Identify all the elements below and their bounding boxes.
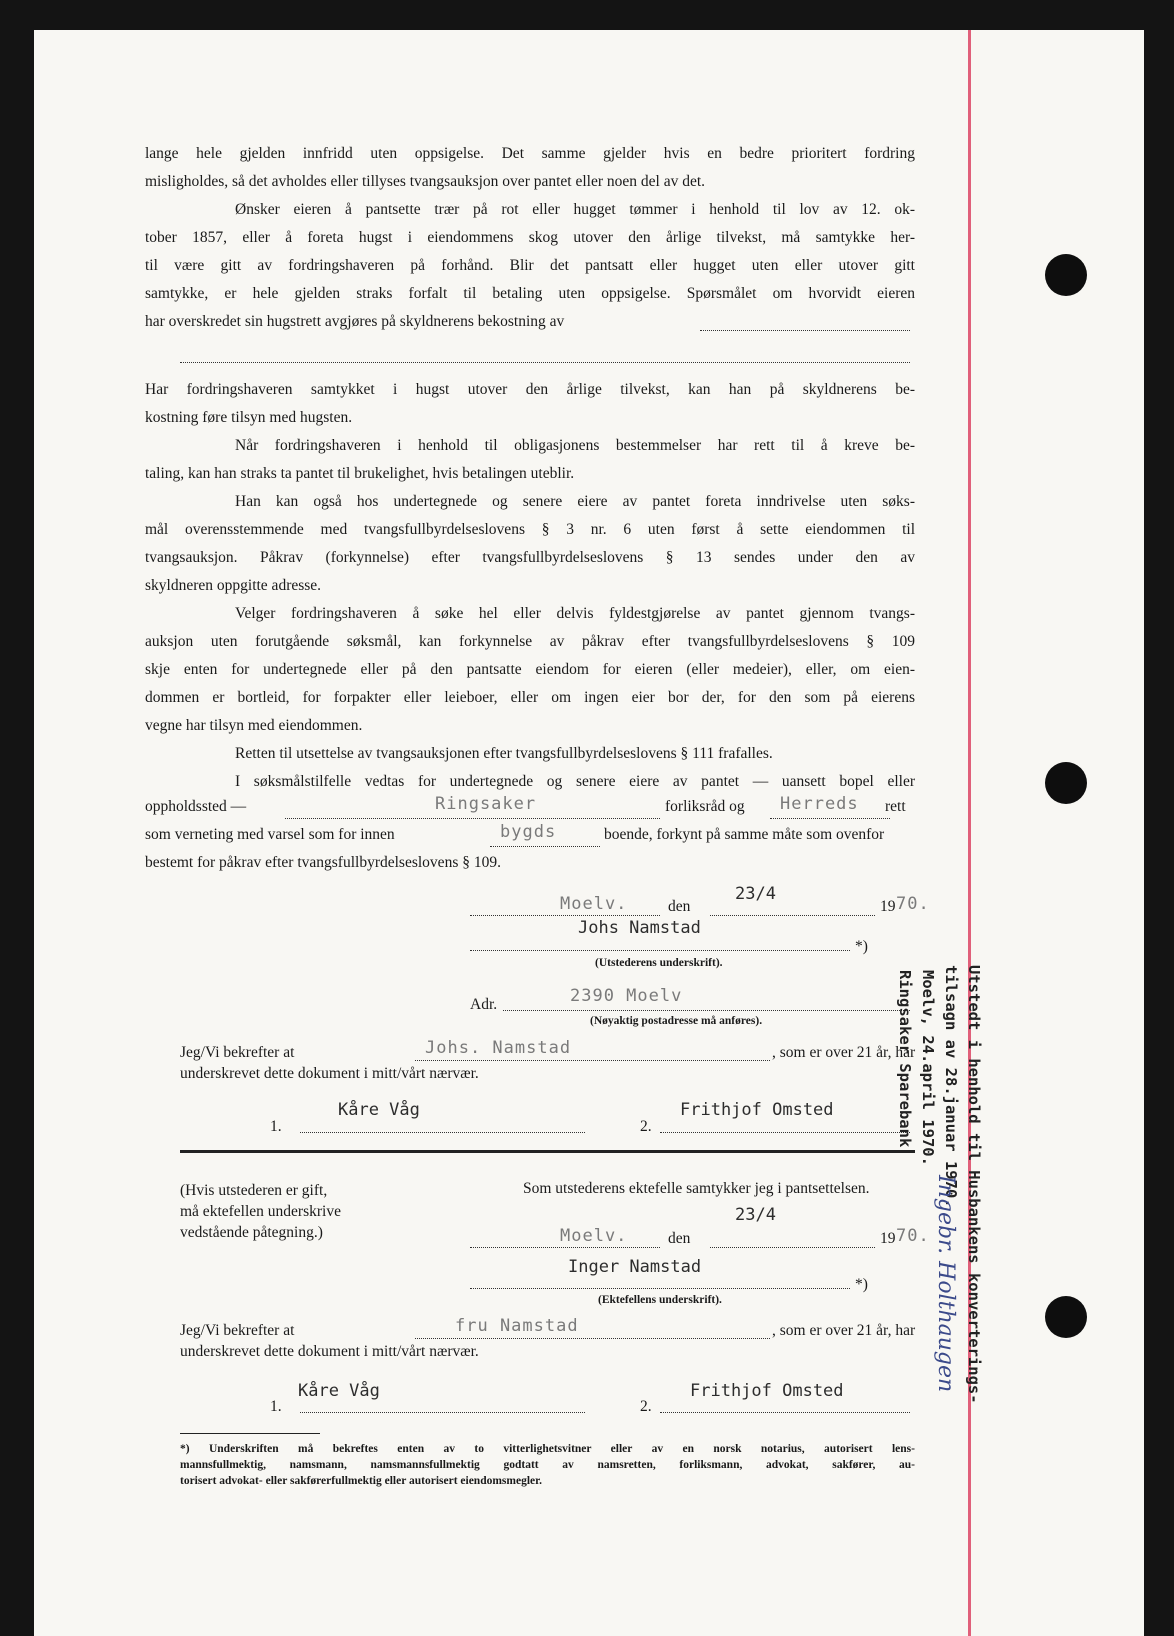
body-line: til være gitt av fordringshaveren på forhånd. Blir det pantsatt eller hugget uten eller utover gitt: [145, 257, 915, 274]
footnote-rule: [180, 1433, 320, 1434]
body-line: skje enten for undertegnede eller på den pantsatte eiendom for eieren (eller medeier), eller, om eien-: [145, 661, 915, 678]
spouse-note: [180, 1180, 341, 1243]
body-line: vegne har tilsyn med eiendommen.: [145, 717, 363, 734]
blank-line: [180, 362, 910, 363]
address-label: Adr.: [470, 996, 498, 1013]
issuer-caption: (Utstederens underskrift).: [595, 957, 723, 969]
venue-district-stamp: bygds: [500, 822, 557, 842]
issuer-date-line: [710, 915, 875, 916]
spouse-year-suffix: 70.: [896, 1226, 930, 1246]
spouse-note-line: (Hvis utstederen er gift,: [180, 1182, 328, 1199]
witness2-suffix: , som er over 21 år, har: [772, 1322, 916, 1339]
body-line: dommen er bortleid, for forpakter eller leieboer, eller om ingen eier bor der, for den som på eierens: [145, 689, 915, 706]
body-line: Retten til utsettelse av tvangsauksjonen efter tvangsfullbyrdelseslovens § 111 frafalles.: [235, 745, 773, 762]
venue-line-3: bestemt for påkrav efter tvangsfullbyrdelseslovens § 109.: [145, 854, 501, 871]
witness1-suffix: , som er over 21 år, har: [772, 1044, 916, 1061]
venue-suffix: rett: [885, 798, 906, 815]
spouse-note-line: må ektefellen underskrive: [180, 1203, 341, 1220]
witness1-line-2: underskrevet dette dokument i mitt/vårt nærvær.: [180, 1065, 479, 1082]
witness1-line-2-sig: [660, 1132, 910, 1133]
body-line: misligholdes, så det avholdes eller tillyses tvangsauksjon over pantet eller noen del av det.: [145, 173, 706, 190]
address-line: [503, 1010, 910, 1011]
punch-hole: [1045, 762, 1087, 804]
margin-stamp-line: Ringsaker Sparebank: [896, 970, 914, 1148]
footnote-line: mannsfullmektig, namsmann, namsmannsfullmektig godtatt av namsretten, forliksmann, advokat, sakfører, au-: [180, 1459, 915, 1471]
venue-district-line: [490, 846, 600, 847]
witness1-name-line: [415, 1060, 770, 1061]
punch-hole: [1045, 1296, 1087, 1338]
witness1-number-2: 2.: [640, 1118, 652, 1135]
witness1-name-stamp: Johs. Namstad: [425, 1038, 572, 1058]
venue-court-line: [770, 818, 890, 819]
venue-place-line: [285, 818, 660, 819]
venue-prefix: oppholdssted —: [145, 798, 247, 815]
spouse-consent: Som utstederens ektefelle samtykker jeg i pantsettelsen.: [523, 1180, 870, 1197]
witness2-name-line: [415, 1338, 770, 1339]
issuer-den: den: [668, 898, 691, 915]
body-line: mål overensstemmende med tvangsfullbyrdelseslovens § 3 nr. 6 uten først å sette eiendommen til: [145, 521, 915, 538]
spouse-note-line: vedstående påtegning.): [180, 1224, 323, 1241]
margin-stamp-line: Utstedt i henhold til Husbankens konverterings-: [965, 965, 983, 1404]
spouse-place-stamp: Moelv.: [560, 1226, 628, 1246]
venue-court-stamp: Herreds: [780, 794, 859, 814]
spouse-place-line: [470, 1247, 660, 1248]
body-line: Han kan også hos undertegnede og senere eiere av pantet foreta inndrivelse uten søks-: [235, 493, 915, 510]
spouse-signature-line: [470, 1288, 850, 1289]
witness1-name-2: Frithjof Omsted: [680, 1100, 834, 1120]
punch-hole: [1045, 254, 1087, 296]
spouse-den: den: [668, 1230, 691, 1247]
body-line: Ønsker eieren å pantsette trær på rot eller hugget tømmer i henhold til lov av 12. ok-: [235, 201, 915, 218]
blank-line: [700, 330, 910, 331]
spouse-date: 23/4: [735, 1205, 776, 1225]
witness2-name-stamp: fru Namstad: [455, 1316, 579, 1336]
witness1-line-1: [300, 1132, 585, 1133]
body-line: I søksmålstilfelle vedtas for undertegnede og senere eiere av pantet — uansett bopel eller: [235, 773, 915, 790]
issuer-asterisk: *): [855, 938, 868, 955]
body-line: taling, kan han straks ta pantet til brukelighet, hvis betalingen uteblir.: [145, 465, 575, 482]
body-line: skyldneren oppgitte adresse.: [145, 577, 322, 594]
margin-signature: Ingebr. Holthaugen: [933, 1175, 958, 1393]
witness1-number-1: 1.: [270, 1118, 282, 1135]
body-line: Velger fordringshaveren å søke hel eller delvis fyldestgjørelse av pantet gjennom tvangs-: [235, 605, 915, 622]
body-line: auksjon uten forutgående søksmål, kan forkynnelse av påkrav efter tvangsfullbyrdelseslovens § 109: [145, 633, 915, 650]
margin-stamp-line: tilsagn av 28.januar 1970.: [942, 965, 960, 1208]
witness2-number-2: 2.: [640, 1398, 652, 1415]
address-stamp: 2390 Moelv: [570, 986, 683, 1006]
witness2-number-1: 1.: [270, 1398, 282, 1415]
body-line: Når fordringshaveren i henhold til obligasjonens bestemmelser har rett til å kreve be-: [235, 437, 915, 454]
witness2-line-2: underskrevet dette dokument i mitt/vårt nærvær.: [180, 1343, 479, 1360]
issuer-signature-line: [470, 950, 850, 951]
issuer-year-prefix: 19: [880, 898, 896, 915]
witness2-line-1: [300, 1412, 585, 1413]
issuer-place-line: [470, 915, 660, 916]
witness1-name-1: Kåre Våg: [338, 1100, 420, 1120]
witness2-line-2-sig: [660, 1412, 910, 1413]
margin-stamp-line: Moelv, 24.april 1970.: [919, 970, 937, 1166]
body-line: samtykke, er hele gjelden straks forfalt til betaling uten oppsigelse. Spørsmålet om hvorvidt eieren: [145, 285, 915, 302]
issuer-year-suffix: 70.: [896, 894, 930, 914]
section-divider: [180, 1150, 915, 1153]
body-line: tober 1857, eller å foreta hugst i eiendommens skog utover den årlige tilvekst, må samtykke her-: [145, 229, 915, 246]
issuer-name: Johs Namstad: [578, 918, 701, 938]
spouse-name: Inger Namstad: [568, 1257, 702, 1277]
body-line: kostning føre tilsyn med hugsten.: [145, 409, 353, 426]
footnote-line: torisert advokat- eller sakførerfullmektig eller autorisert eiendomsmegler.: [180, 1475, 543, 1487]
spouse-year-prefix: 19: [880, 1230, 896, 1247]
witness2-name-2: Frithjof Omsted: [690, 1381, 844, 1401]
footnote-line: *) Underskriften må bekreftes enten av to vitterlighetsvitner eller av en norsk notarius, autorisert lens-: [180, 1443, 915, 1455]
address-caption: (Nøyaktig postadresse må anføres).: [590, 1015, 763, 1027]
witness2-prefix: Jeg/Vi bekrefter at: [180, 1322, 295, 1339]
issuer-place-stamp: Moelv.: [560, 894, 628, 914]
spouse-caption: (Ektefellens underskrift).: [598, 1294, 722, 1306]
venue-line-2-suffix: boende, forkynt på samme måte som ovenfor: [604, 826, 885, 843]
venue-place-stamp: Ringsaker: [435, 794, 537, 814]
body-line: tvangsauksjon. Påkrav (forkynnelse) efter tvangsfullbyrdelseslovens § 13 sendes under den av: [145, 549, 915, 566]
body-line: lange hele gjelden innfridd uten oppsigelse. Det samme gjelder hvis en bedre prioritert fordring: [145, 145, 915, 162]
spouse-date-line: [710, 1247, 875, 1248]
issuer-date: 23/4: [735, 884, 776, 904]
venue-middle: forliksråd og: [665, 798, 745, 815]
witness2-name-1: Kåre Våg: [298, 1381, 380, 1401]
witness1-prefix: Jeg/Vi bekrefter at: [180, 1044, 295, 1061]
body-line: Har fordringshaveren samtykket i hugst utover den årlige tilvekst, kan han på skyldnerens be-: [145, 381, 915, 398]
venue-line-2: som verneting med varsel som for innen: [145, 826, 395, 843]
spouse-asterisk: *): [855, 1276, 868, 1293]
body-line: har overskredet sin hugstrett avgjøres på skyldnerens bekostning av: [145, 313, 565, 330]
